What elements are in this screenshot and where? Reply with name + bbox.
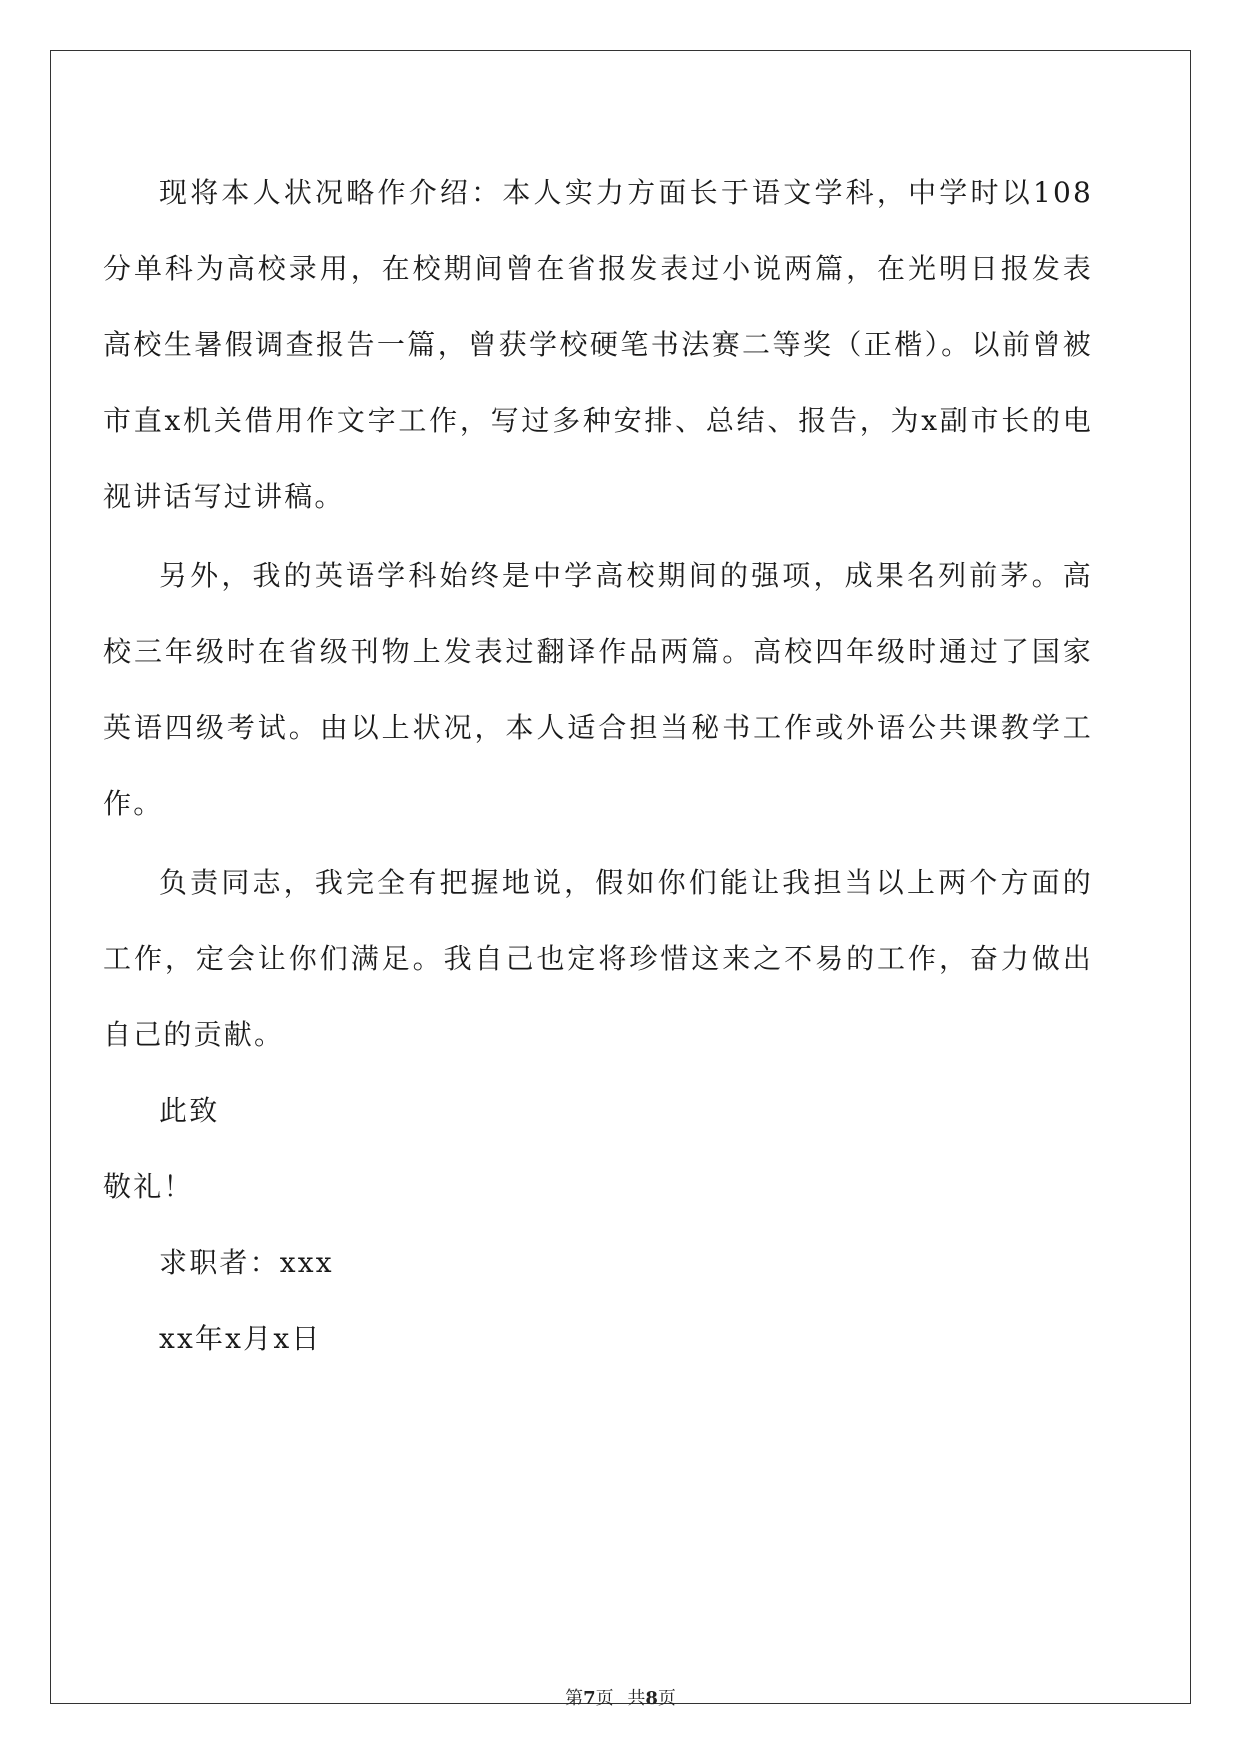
closing-respect: 敬礼！	[103, 1170, 194, 1203]
letter-body	[103, 155, 1093, 1377]
date-line: xx年x月x日	[159, 1322, 322, 1355]
page-suffix: 页	[595, 1688, 614, 1709]
paragraph-commitment: 负责同志，我完全有把握地说，假如你们能让我担当以上两个方面的工作，定会让你们满足。我自己也定将珍惜这来之不易的工作，奋力做出自己的贡献。	[103, 866, 1093, 1051]
paragraph-english-skills: 另外，我的英语学科始终是中学高校期间的强项，成果名列前茅。高校三年级时在省级刊物上发表过翻译作品两篇。高校四年级时通过了国家英语四级考试。由以上状况，本人适合担当秘书工作或外语公共课教学工作。	[103, 559, 1093, 820]
page-footer	[0, 1684, 1241, 1710]
total-prefix: 共	[627, 1688, 646, 1709]
paragraph-self-introduction: 现将本人状况略作介绍：本人实力方面长于语文学科，中学时以108分单科为高校录用，在校期间曾在省报发表过小说两篇，在光明日报发表高校生暑假调查报告一篇，曾获学校硬笔书法赛二等奖（正楷）。以前曾被市直x机关借用作文字工作，写过多种安排、总结、报告，为x副市长的电视讲话写过讲稿。	[103, 176, 1093, 513]
closing-salutation: 此致	[159, 1094, 220, 1127]
page-prefix: 第	[565, 1688, 584, 1709]
total-suffix: 页	[657, 1688, 676, 1709]
signature-line: 求职者：xxx	[159, 1246, 334, 1279]
total-page-number: 8	[645, 1688, 658, 1709]
current-page-number: 7	[583, 1688, 596, 1709]
